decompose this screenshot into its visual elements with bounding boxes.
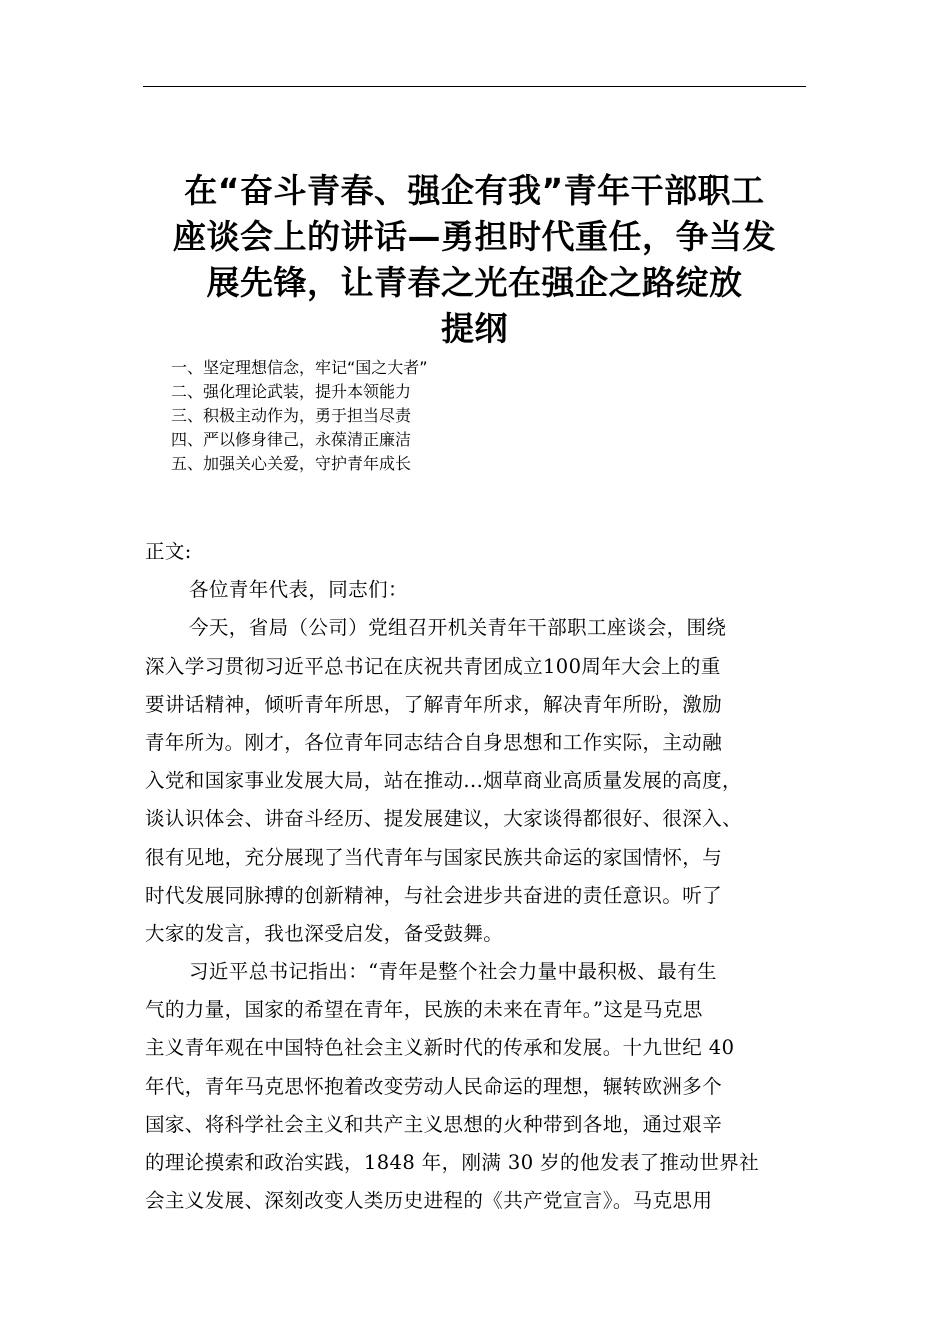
title-line: 座谈会上的讲话—勇担时代重任，争当发 [173,217,776,256]
header-rule [143,86,806,87]
outline-item: 五、加强关心关爱，守护青年成长 [171,454,412,473]
paragraph-line: 深入学习贯彻习近平总书记在庆祝共青团成立100周年大会上的重 [145,654,721,678]
outline-item: 四、严以修身律己，永葆清正廉洁 [171,430,412,449]
title-line: 展先锋，让青春之光在强企之路绽放 [206,263,743,302]
outline-list [171,356,428,476]
paragraph-line: 今天，省局（公司）党组召开机关青年干部职工座谈会，围绕 [189,616,727,640]
paragraph-line: 年代，青年马克思怀抱着改变劳动人民命运的理想，辗转欧洲多个 [145,1074,723,1098]
outline-item: 一、坚定理想信念，牢记“国之大者” [171,358,428,377]
paragraph-line: 大家的发言，我也深受启发，备受鼓舞。 [145,921,504,945]
paragraph-line: 谈认识体会、讲奋斗经历、提发展建议，大家谈得都很好、很深入、 [145,807,743,831]
title-line: 提纲 [441,309,508,348]
paragraph-line: 的理论摸索和政治实践，1848 年，刚满 30 岁的他发表了推动世界社 [145,1151,760,1174]
paragraph-line: 时代发展同脉搏的创新精神，与社会进步共奋进的责任意识。听了 [145,883,723,907]
outline-item: 二、强化理论武装，提升本领能力 [171,382,412,401]
document-title [143,168,806,352]
paragraph-line: 入党和国家事业发展大局，站在推动...烟草商业高质量发展的高度， [145,769,742,793]
paragraph-line: 要讲话精神，倾听青年所思，了解青年所求，解决青年所盼，激励 [145,692,723,716]
title-line: 在“奋斗青春、强企有我”青年干部职工 [184,171,765,210]
body-label: 正文: [145,540,192,563]
paragraph-line: 会主义发展、深刻改变人类历史进程的《共产党宣言》。马克思用 [145,1189,713,1213]
outline-item: 三、积极主动作为，勇于担当尽责 [171,406,412,425]
paragraph-line: 青年所为。刚才，各位青年同志结合自身思想和工作实际，主动融 [145,730,723,754]
greeting: 各位青年代表，同志们： [189,578,408,602]
paragraph-line: 国家、将科学社会主义和共产主义思想的火种带到各地，通过艰辛 [145,1112,723,1136]
paragraph-line: 习近平总书记指出：“青年是整个社会力量中最积极、最有生 [189,960,717,984]
paragraph-line: 主义青年观在中国特色社会主义新时代的传承和发展。十九世纪 40 [145,1036,735,1060]
paragraph-line: 气的力量，国家的希望在青年，民族的未来在青年。”这是马克思 [145,998,703,1022]
paragraph-line: 很有见地，充分展现了当代青年与国家民族共命运的家国情怀，与 [145,845,723,869]
body-text [145,533,809,1220]
